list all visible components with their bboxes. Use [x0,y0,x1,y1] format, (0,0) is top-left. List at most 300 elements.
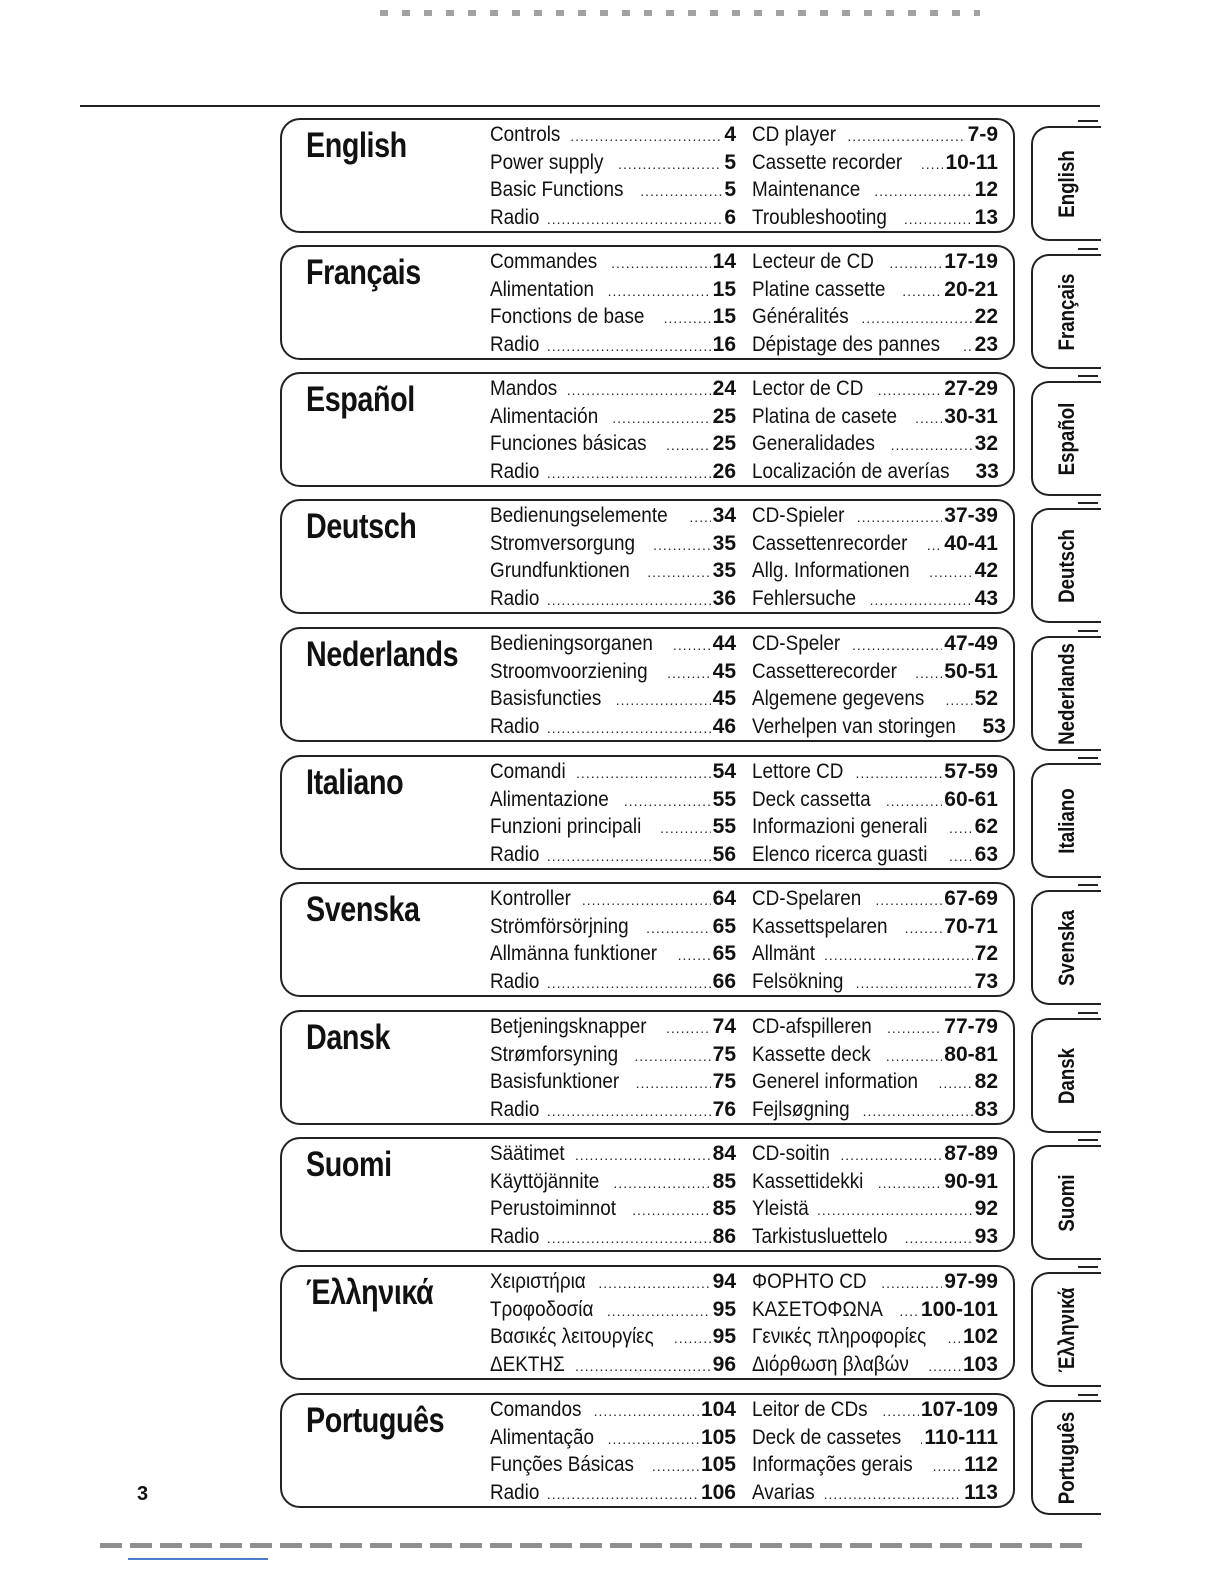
dot-leader [902,283,942,299]
toc-entry [752,887,998,915]
entry-page: 83 [974,1097,998,1121]
entry-label: CD-afspilleren [752,1015,872,1038]
entry-page: 60-61 [944,787,998,811]
entry-label: Leitor de CDs [752,1398,868,1421]
top-rule [80,105,1100,107]
entry-page: 17-19 [944,250,998,273]
dot-leader [875,892,942,908]
tab-divider [1078,630,1098,632]
toc-entry [752,178,998,206]
toc-entry [752,1325,998,1353]
toc-entry [490,887,736,915]
entry-page: 63 [974,842,998,866]
entry-page: 100-101 [920,1297,998,1321]
right-column [752,887,998,997]
toc-entry [490,1298,736,1326]
toc-entry [752,377,998,405]
dot-leader [891,437,973,453]
entry-page: 40-41 [944,531,998,555]
entry-label: Radio [490,205,540,229]
dot-leader [881,1275,942,1291]
toc-entry [752,504,998,532]
entry-page: 112 [964,1453,998,1476]
toc-entry [490,715,736,743]
toc-entry [490,1170,736,1198]
entry-page: 15 [712,305,736,328]
entry-label: Allg. Informationen [752,559,910,582]
entry-page: 70-71 [944,914,998,938]
toc-entry [490,1426,736,1454]
dot-leader [878,382,943,398]
tab-label: Français [1054,273,1079,350]
toc-entry [490,587,736,615]
toc-entry [490,432,736,460]
entry-page: 107-109 [920,1398,998,1421]
entry-label: Cassetterecorder [752,659,897,683]
dot-leader [847,128,965,144]
entry-page: 45 [712,659,736,683]
tab-label: Svenska [1054,909,1079,986]
toc-entry [490,178,736,206]
toc-entry [752,942,998,970]
dot-leader [899,1303,919,1319]
dot-leader [666,437,711,453]
entry-page: 75 [712,1042,736,1066]
tab-label: Nederlands [1054,642,1079,745]
language-title: Svenska [306,890,420,929]
language-tab [1031,1272,1101,1387]
dot-leader [915,665,942,681]
entry-label: ΦΟΡΗΤΟ CD [752,1270,867,1293]
dot-leader [547,465,711,481]
entry-label: Strömförsörjning [490,914,629,938]
entry-label: Bedieningsorganen [490,632,653,655]
toc-entry [490,687,736,715]
dot-leader [576,765,711,781]
dot-leader [613,1175,710,1191]
left-column [490,1142,736,1252]
right-column [752,377,998,487]
entry-page: 34 [712,504,736,527]
entry-page: 76 [712,1097,736,1121]
entry-label: Alimentação [490,1425,595,1449]
entry-label: Säätimet [490,1142,565,1165]
toc-entry [490,532,736,560]
entry-label: Deck de cassetes [752,1425,902,1449]
dot-leader [673,637,711,653]
entry-label: Informazioni generali [752,815,928,838]
entry-label: Perustoiminnot [490,1197,617,1220]
entry-page: 75 [712,1070,736,1093]
entry-page: 4 [724,123,736,146]
entry-label: Διόρθωση βλαβών [752,1352,909,1376]
dot-leader [582,892,711,908]
entry-label: Informações gerais [752,1453,913,1476]
entry-page: 72 [974,942,998,965]
dot-leader [861,310,972,326]
language-section [280,245,1015,360]
entry-page: 80-81 [944,1042,998,1066]
language-title: Nederlands [306,635,459,674]
entry-label: Radio [490,842,540,866]
right-column [752,1270,998,1380]
entry-page: 6 [724,205,736,229]
language-tab [1031,1400,1101,1515]
entry-page: 92 [974,1197,998,1220]
toc-entry [752,151,998,179]
toc-entry [752,660,998,688]
toc-entry [752,1353,998,1381]
dot-leader [929,564,973,580]
dot-leader [938,1075,972,1091]
entry-label: Felsökning [752,969,844,993]
entry-page: 106 [700,1480,736,1504]
toc-entry [490,1197,736,1225]
entry-label: Radio [490,1480,540,1504]
toc-entry [490,1398,736,1426]
entry-label: Kassettspelaren [752,914,888,938]
toc-entry [490,1270,736,1298]
entry-label: Generalidades [752,432,875,455]
toc-entry [490,1142,736,1170]
entry-page: 22 [974,305,998,328]
entry-page: 13 [974,205,998,229]
toc-entry [752,532,998,560]
toc-entry [752,815,998,843]
entry-page: 46 [712,714,736,738]
entry-label: Strømforsyning [490,1042,619,1066]
entry-label: Lector de CD [752,377,864,400]
entry-page: 55 [712,815,736,838]
toc-entry [490,632,736,660]
entry-page: 56 [712,842,736,866]
entry-label: CD-Spelaren [752,887,862,910]
language-title: Deutsch [306,507,417,546]
dot-leader [640,183,722,199]
entry-label: CD-soitin [752,1142,830,1165]
entry-label: Kassette deck [752,1042,871,1066]
dot-leader [905,920,943,936]
entry-label: ΔΕΚΤΗΣ [490,1352,565,1376]
language-tab [1031,636,1101,751]
language-tab [1031,254,1101,369]
entry-label: Basic Functions [490,178,624,201]
toc-entry [490,1225,736,1253]
entry-label: CD-Spieler [752,504,845,527]
tab-divider [1078,248,1098,250]
entry-label: Généralités [752,305,849,328]
entry-label: CD-Speler [752,632,841,655]
tab-divider [1078,375,1098,377]
entry-page: 47-49 [944,632,998,655]
toc-entry [752,460,998,488]
toc-entry [490,559,736,587]
dot-leader [547,848,711,864]
entry-label: Cassette recorder [752,150,903,174]
entry-page: 94 [712,1270,736,1293]
right-column [752,760,998,870]
toc-entry [752,559,998,587]
toc-entry [752,1225,998,1253]
entry-label: Funções Básicas [490,1453,634,1476]
dot-leader [963,338,973,354]
entry-page: 32 [974,432,998,455]
toc-entry [490,1070,736,1098]
entry-label: Basisfunktioner [490,1070,620,1093]
left-column [490,1398,736,1508]
dot-leader [608,283,711,299]
entry-page: 36 [712,586,736,610]
toc-entry [752,788,998,816]
entry-label: Avarias [752,1480,815,1504]
dot-leader [652,1458,699,1474]
page-number: 3 [137,1483,149,1505]
tab-label: Português [1054,1411,1079,1504]
entry-label: Alimentation [490,277,595,301]
toc-entry [752,632,998,660]
entry-page: 10-11 [945,150,998,174]
dot-leader [933,1458,963,1474]
entry-label: Deck cassetta [752,787,871,811]
language-title: Português [306,1401,445,1440]
entry-label: Bedienungselemente [490,504,668,527]
entry-label: Radio [490,1224,540,1248]
dot-leader [611,255,711,271]
toc-entry [752,1453,998,1481]
entry-page: 52 [974,687,998,710]
entry-label: Grundfunktionen [490,559,630,582]
language-tab [1031,508,1101,623]
left-column [490,504,736,614]
language-title: English [306,126,407,165]
dot-leader [547,975,711,991]
dot-leader [653,537,711,553]
entry-page: 12 [974,178,998,201]
toc-entry [752,1481,998,1509]
language-section [280,755,1015,870]
entry-page: 53 [982,714,1006,738]
left-column [490,632,736,742]
right-column [752,1398,998,1508]
tab-label: Dansk [1054,1047,1079,1104]
toc-entry [752,1426,998,1454]
toc-entry [752,1197,998,1225]
dot-leader [667,665,711,681]
dot-leader [889,255,942,271]
right-column [752,632,1006,742]
toc-entry [490,250,736,278]
entry-label: Alimentazione [490,787,609,811]
entry-label: Stromversorgung [490,531,635,555]
dot-leader [547,720,711,736]
toc-entry [752,915,998,943]
dot-leader [870,592,973,608]
language-tab [1031,763,1101,878]
entry-label: Stroomvoorziening [490,659,648,683]
toc-entry [752,1043,998,1071]
toc-entry [490,305,736,333]
entry-page: 5 [724,178,736,201]
toc-entry [752,1015,998,1043]
tab-divider [1078,1012,1098,1014]
entry-label: Controls [490,123,561,146]
language-section [280,1265,1015,1380]
toc-entry [490,405,736,433]
language-section [280,372,1015,487]
entry-label: ΚΑΣΕΤΟΦΩΝΑ [752,1297,883,1321]
toc-entry [490,1481,736,1509]
entry-page: 16 [712,332,736,356]
entry-page: 93 [974,1224,998,1248]
dot-leader [607,1303,711,1319]
left-column [490,760,736,870]
dot-leader [636,1075,711,1091]
entry-page: 105 [700,1453,736,1476]
language-section [280,118,1015,233]
right-column [752,1142,998,1252]
toc-entry [752,1298,998,1326]
dot-leader [547,1230,711,1246]
left-column [490,1270,736,1380]
entry-label: Tarkistusluettelo [752,1224,888,1248]
entry-label: Maintenance [752,178,861,201]
entry-page: 103 [962,1352,998,1376]
toc-entry [490,788,736,816]
entry-label: Commandes [490,250,598,273]
toc-entry [752,714,1006,743]
language-section [280,1137,1015,1252]
dot-leader [882,1403,919,1419]
entry-page: 85 [712,1197,736,1220]
tab-divider [1078,1394,1098,1396]
dot-leader [824,947,973,963]
entry-page: 42 [974,559,998,582]
toc-entry [490,1325,736,1353]
dot-leader [915,410,942,426]
entry-label: Troubleshooting [752,205,887,229]
entry-label: Radio [490,1097,540,1121]
toc-entry [490,151,736,179]
toc-entry [752,250,998,278]
language-tab [1031,1145,1101,1260]
entry-page: 54 [712,760,736,783]
dot-leader [547,592,711,608]
tab-label: Έλληνικά [1054,1286,1079,1373]
entry-page: 37-39 [944,504,998,527]
toc-entry [752,1270,998,1298]
entry-page: 25 [712,404,736,428]
entry-page: 104 [700,1398,736,1421]
dot-leader [594,1403,699,1419]
toc-entry [490,970,736,998]
language-tab [1031,1018,1101,1133]
entry-page: 77-79 [944,1015,998,1038]
entry-label: Fehlersuche [752,586,857,610]
right-column [752,250,998,360]
entry-page: 86 [712,1224,736,1248]
toc-entry [752,1098,998,1126]
entry-page: 87-89 [944,1142,998,1165]
entry-label: Alimentación [490,404,599,428]
toc-entry [752,1142,998,1170]
entry-page: 57-59 [944,760,998,783]
toc-entry [490,760,736,788]
toc-entry [490,278,736,306]
entry-page: 73 [974,969,998,993]
toc-entry [752,405,998,433]
toc-entry [490,123,736,151]
dot-leader [674,1330,711,1346]
dot-leader [660,820,711,836]
entry-label: Radio [490,586,540,610]
toc-entry [490,206,736,234]
left-column [490,1015,736,1125]
dot-leader [856,975,973,991]
dot-leader [863,1103,973,1119]
dot-leader [921,156,944,172]
entry-page: 55 [712,787,736,811]
entry-label: Fonctions de base [490,305,645,328]
dot-leader [928,1358,961,1374]
entry-page: 25 [712,432,736,455]
tab-label: Suomi [1054,1173,1079,1232]
entry-label: Power supply [490,150,604,174]
entry-label: Radio [490,714,540,738]
entry-page: 96 [712,1352,736,1376]
entry-label: Radio [490,332,540,356]
language-title: Italiano [306,763,404,802]
dot-leader [547,338,711,354]
entry-page: 65 [712,914,736,938]
entry-label: Βασικές λειτουργίες [490,1325,654,1348]
language-title: Suomi [306,1145,392,1184]
dot-leader [632,1202,711,1218]
entry-page: 35 [712,531,736,555]
entry-page: 27-29 [944,377,998,400]
dot-leader [618,156,722,172]
dot-leader [547,1486,699,1502]
language-tab [1031,890,1101,1005]
entry-label: Lettore CD [752,760,844,783]
entry-page: 5 [724,150,736,174]
entry-page: 50-51 [944,659,998,683]
entry-label: Basisfuncties [490,687,602,710]
toc-entry [752,1398,998,1426]
toc-entry [752,760,998,788]
toc-entry [490,915,736,943]
entry-page: 82 [974,1070,998,1093]
dot-leader [852,637,942,653]
entry-page: 67-69 [944,887,998,910]
entry-page: 62 [974,815,998,838]
toc-entry [490,504,736,532]
entry-label: CD player [752,123,837,146]
toc-entry [752,687,998,715]
entry-page: 65 [712,942,736,965]
dot-leader [547,211,722,227]
language-title: Français [306,253,421,292]
toc-entry [752,1170,998,1198]
toc-entry [490,333,736,361]
entry-label: Betjeningsknapper [490,1015,647,1038]
entry-label: Localización de averías [752,459,950,483]
dot-leader [570,128,722,144]
language-title: Έλληνικά [306,1273,434,1312]
language-section [280,627,1015,742]
right-column [752,504,998,614]
tab-divider [1078,120,1098,122]
entry-label: Τροφοδοσία [490,1297,594,1321]
